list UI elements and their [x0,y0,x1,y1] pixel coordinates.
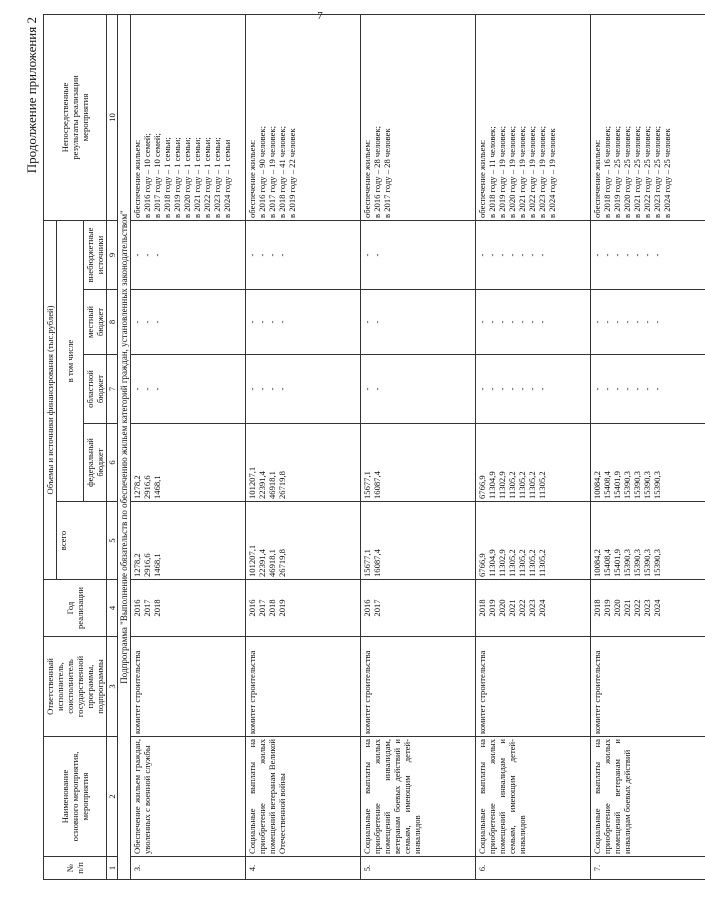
column-number: 8 [107,290,118,355]
extra-amount: - - - - - - - [591,220,705,289]
header-executor: Ответственный исполнитель, соисполнитель государственной программы, подпрограммы [44,637,107,737]
executor: комитет строительства [131,637,246,737]
total-amount: 15677,1 16087,4 [361,502,476,580]
row-number: 7. [591,857,705,880]
header-regional: областной бюджет [84,355,107,424]
header-federal: федеральный бюджет [84,424,107,502]
executor: комитет строительства [361,637,476,737]
years: 2016 2017 2018 [131,580,246,637]
header-including: в том числе [57,220,84,501]
header-total: всего [57,502,107,580]
table-row [246,14,361,879]
column-number: 10 [107,14,118,220]
column-numbers-row [107,14,118,879]
extra-amount: - - - - - - - [476,220,591,289]
column-number: 9 [107,220,118,289]
header-extra: внебюджетные источники [84,220,107,289]
appendix-label: Продолжение приложения 2 [24,17,39,174]
federal-amount: 101207,1 22391,4 46918,1 26719,8 [246,424,361,502]
page-number: 7 [317,10,323,22]
results: обеспечение жильем: в 2016 году – 90 человек; в 2017 году – 19 человек; в 2018 году – 41 человек; в 2019 году – 22 человек [246,14,361,220]
regional-amount: - - - - - - - [591,355,705,424]
years: 2016 2017 [361,580,476,637]
measure-name: Социальные выплаты на приобретение жилых помещений инвалидам, ветеранам боевых действий и семьям, имеющим детей-инвалидов [361,737,476,857]
header-local: местный бюджет [84,290,107,355]
results: обеспечение жильем: в 2018 году – 16 человек; в 2019 году – 25 человек; в 2020 году – 25 человек; в 2021 году – 25 человек; в 2022 году – 25 человек; в 2023 году – 25 человек; в 2024 году – 25 человек [591,14,705,220]
measure-name: Социальные выплаты на приобретение жилых помещений ветеранам Великой Отечественной войны [246,737,361,857]
column-number: 5 [107,502,118,580]
regional-amount: - - [361,355,476,424]
local-amount: - - [361,290,476,355]
local-amount: - - - - - - - [476,290,591,355]
column-number: 6 [107,424,118,502]
row-number: 5. [361,857,476,880]
results: обеспечение жильем: в 2016 году – 10 семей; в 2017 году – 10 семей; в 2018 году – 1 семьи; в 2019 году – 1 семьи; в 2020 году – 1 семьи; в 2021 году – 1 семьи; в 2022 году – 1 семьи; в 2023 году – 1 семьи; в 2024 году – 1 семьи [131,14,246,220]
subprogram-title: Подпрограмма "Выполнение обязательств по обеспечению жильем категорий граждан, установленных законодательством" [118,14,131,879]
regional-amount: - - - - - - - [476,355,591,424]
column-number: 2 [107,737,118,857]
regional-amount: - - - - [246,355,361,424]
years: 2018 2019 2020 2021 2022 2023 2024 [591,580,705,637]
column-number: 1 [107,857,118,880]
local-amount: - - - - [246,290,361,355]
measure-name: Обеспечение жильем граждан, уволенных с военной службы [131,737,246,857]
executor: комитет строительства [476,637,591,737]
table-row [591,14,705,879]
total-amount: 1278,2 2916,6 1468,1 [131,502,246,580]
measure-name: Социальные выплаты на приобретение жилых помещений инвалидам и семьям, имеющим детей-инвалидов [476,737,591,857]
extra-amount: - - - - [246,220,361,289]
total-amount: 101207,1 22391,4 46918,1 26719,8 [246,502,361,580]
federal-amount: 6766,9 11304,9 11302,9 11305,2 11305,2 11305,2 11305,2 [476,424,591,502]
table-row [131,14,246,879]
header-funding: Объемы и источники финансирования (тыс.рублей) [44,220,57,579]
table-header [44,14,118,879]
regional-amount: - - - [131,355,246,424]
extra-amount: - - [361,220,476,289]
results: обеспечение жильем: в 2018 году – 11 человек; в 2019 году – 19 человек; в 2020 году – 19 человек; в 2021 году – 19 человек; в 2022 году – 19 человек; в 2023 году – 19 человек; в 2024 году – 19 человек [476,14,591,220]
header-year: Год реализации [44,580,107,637]
table-row [361,14,476,879]
results: обеспечение жильем: в 2016 году – 28 человек; в 2017 году – 28 человек [361,14,476,220]
column-number: 4 [107,580,118,637]
executor: комитет строительства [246,637,361,737]
federal-amount: 10084,2 15408,4 15401,9 15390,3 15390,3 15390,3 15390,3 [591,424,705,502]
column-number: 7 [107,355,118,424]
header-name: Наименование основного мероприятия, мероприятия [44,737,107,857]
executor: комитет строительства [591,637,705,737]
federal-amount: 1278,2 2916,6 1468,1 [131,424,246,502]
funding-table [43,14,705,880]
total-amount: 6766,9 11304,9 11302,9 11305,2 11305,2 11305,2 11305,2 [476,502,591,580]
federal-amount: 15677,1 16087,4 [361,424,476,502]
extra-amount: - - - [131,220,246,289]
years: 2018 2019 2020 2021 2022 2023 2024 [476,580,591,637]
header-num: № п/п [44,857,107,880]
rotated-page-content [24,15,672,880]
row-number: 4. [246,857,361,880]
table-row [476,14,591,879]
local-amount: - - - [131,290,246,355]
measure-name: Социальные выплаты на приобретение жилых помещений ветеранам и инвалидам боевых действий [591,737,705,857]
row-number: 3. [131,857,246,880]
total-amount: 10084,2 15408,4 15401,9 15390,3 15390,3 15390,3 15390,3 [591,502,705,580]
row-number: 6. [476,857,591,880]
column-number: 3 [107,637,118,737]
local-amount: - - - - - - - [591,290,705,355]
header-results: Непосредственные результаты реализации мероприятия [44,14,107,220]
years: 2016 2017 2018 2019 [246,580,361,637]
